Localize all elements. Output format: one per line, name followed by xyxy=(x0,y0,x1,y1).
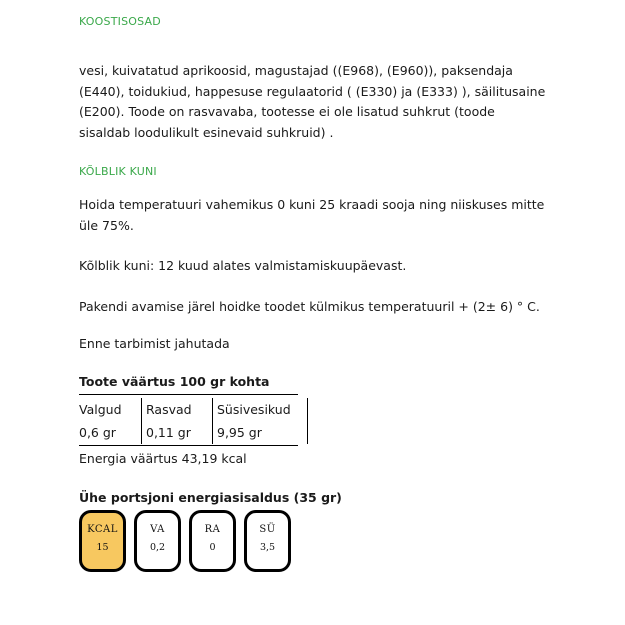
shelf-life-heading: KÕLBLIK KUNI xyxy=(79,165,157,178)
nutrition-value-row xyxy=(79,421,308,444)
portion-title: Ühe portsjoni energiasisaldus (35 gr) xyxy=(79,490,342,505)
nutrition-header-row xyxy=(79,398,308,421)
header-fat: Rasvad xyxy=(142,398,213,421)
value-carbs: 9,95 gr xyxy=(213,421,308,444)
badge-kcal xyxy=(79,510,126,572)
shelf-life-text: Kõlblik kuni: 12 kuud alates valmistamiskuupäevast. xyxy=(79,258,407,273)
badge-carbs-label: RA xyxy=(204,524,221,535)
badge-kcal-value: 15 xyxy=(96,542,109,553)
badge-kcal-label: KCAL xyxy=(87,524,118,535)
badge-fat-value: 0,2 xyxy=(149,542,166,553)
badge-carbs-value: 0 xyxy=(209,542,216,553)
serving-note: Enne tarbimist jahutada xyxy=(79,336,230,351)
badge-sugar-value: 3,5 xyxy=(259,542,276,553)
ingredients-text: vesi, kuivatatud aprikoosid, magustajad ((E968), (E960)), paksendaja (E440), toidukiud, happesuse regulaatorid ( (E330) ja (E333) ), säilitusaine (E200). Toode on rasvavaba, tootesse ei ole lisatud suhkrut (toode sisaldab loodulikult esinevaid suhkruid) . xyxy=(79,63,546,140)
nutrition-top-rule xyxy=(79,394,298,395)
value-fat: 0,11 gr xyxy=(142,421,213,444)
energy-value: Energia väärtus 43,19 kcal xyxy=(79,451,247,466)
nutrition-title: Toote väärtus 100 gr kohta xyxy=(79,374,270,389)
header-protein: Valgud xyxy=(79,398,142,421)
storage-text: Hoida temperatuuri vahemikus 0 kuni 25 kraadi sooja ning niiskuses mitte üle 75%. xyxy=(79,197,545,233)
nutrition-table xyxy=(79,398,308,444)
ingredients-heading: KOOSTISOSAD xyxy=(79,15,161,28)
badge-fat xyxy=(134,510,181,572)
header-carbs: Süsivesikud xyxy=(213,398,308,421)
badge-fat-label: VA xyxy=(150,524,165,535)
after-opening-text: Pakendi avamise järel hoidke toodet külmikus temperatuuril + (2± 6) ° C. xyxy=(79,299,540,314)
badge-carbs xyxy=(189,510,236,572)
badge-sugar xyxy=(244,510,291,572)
nutrition-bottom-rule xyxy=(79,445,298,446)
value-protein: 0,6 gr xyxy=(79,421,142,444)
badge-sugar-label: SÜ xyxy=(259,524,276,535)
